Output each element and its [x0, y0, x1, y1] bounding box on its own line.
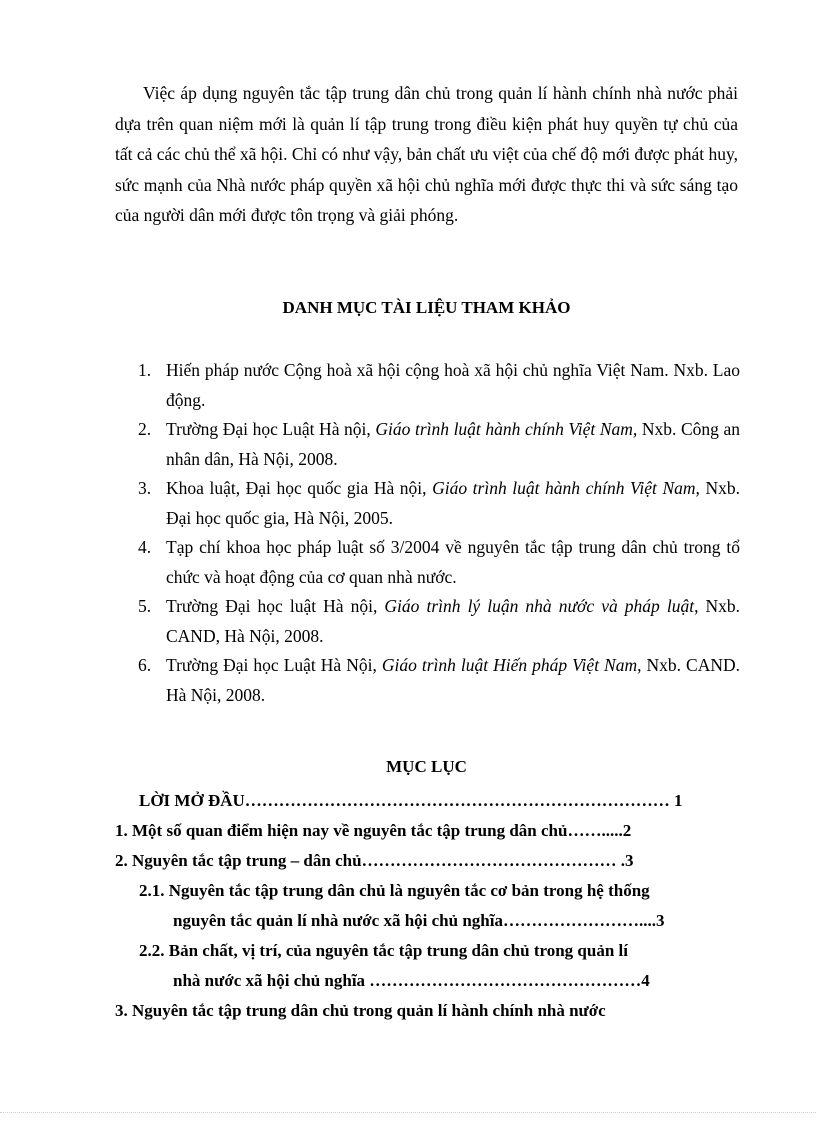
reference-text: Trường Đại học Luật Hà Nội, — [166, 655, 382, 675]
table-of-contents — [115, 786, 745, 1026]
reference-title: Giáo trình lý luận nhà nước và pháp luật — [384, 596, 695, 616]
reference-item — [138, 592, 740, 651]
reference-publisher: Nxb. CAND. Hà Nội, 2008. — [166, 655, 740, 705]
toc-entry-section-2-2-cont[interactable]: nhà nước xã hội chủ nghĩa …………………………………………4 — [173, 971, 650, 990]
reference-title: Giáo trình luật hành chính Việt Nam, — [375, 419, 638, 439]
toc-entry-section-2-1-cont[interactable]: nguyên tắc quản lí nhà nước xã hội chủ nghĩa……………………....3 — [173, 911, 665, 930]
reference-text: Trường Đại học Luật Hà nội, — [166, 419, 376, 439]
toc-entry-section-2[interactable]: 2. Nguyên tắc tập trung – dân chủ……………………………………… .3 — [115, 851, 634, 870]
references-heading: DANH MỤC TÀI LIỆU THAM KHẢO — [282, 298, 571, 317]
reference-publisher: Nxb. Công an nhân dân, Hà Nội, 2008. — [166, 419, 741, 469]
reference-number: 6. — [138, 655, 152, 675]
reference-publisher: , Nxb. CAND, Hà Nội, 2008. — [166, 596, 741, 646]
reference-publisher: Nxb. Đại học quốc gia, Hà Nội, 2005. — [166, 478, 740, 528]
reference-text: Tạp chí khoa học pháp luật số 3/2004 về nguyên tắc tập trung dân chủ trong tổ chức và hoạt động của cơ quan nhà nước. — [166, 537, 740, 587]
reference-number: 4. — [138, 537, 152, 557]
toc-heading: MỤC LỤC — [386, 757, 467, 776]
reference-text: Khoa luật, Đại học quốc gia Hà nội, — [166, 478, 433, 498]
reference-item — [138, 356, 740, 415]
intro-paragraph: Việc áp dụng nguyên tắc tập trung dân chủ trong quản lí hành chính nhà nước phải dựa trên quan niệm mới là quản lí tập trung trong điều kiện phát huy quyền tự chủ của tất cả các chủ thể xã hội. Chỉ có như vậy, bản chất ưu việt của chế độ mới được phát huy, sức mạnh của Nhà nước pháp quyền xã hội chủ nghĩa mới được thực thi và sức sáng tạo của người dân mới được tôn trọng và giải phóng. — [115, 83, 738, 225]
reference-number: 3. — [138, 478, 152, 498]
reference-number: 5. — [138, 596, 152, 616]
reference-item — [138, 474, 740, 533]
toc-entry-section-3[interactable]: 3. Nguyên tắc tập trung dân chủ trong quản lí hành chính nhà nước — [115, 1001, 606, 1020]
reference-number: 1. — [138, 360, 152, 380]
toc-entry-introduction[interactable]: LỜI MỞ ĐẦU………………………………………………………………… 1 — [139, 791, 683, 810]
reference-item — [138, 415, 740, 474]
page-bottom-divider — [0, 1112, 816, 1113]
toc-entry-section-1[interactable]: 1. Một số quan điểm hiện nay về nguyên tắc tập trung dân chủ…….....2 — [115, 821, 632, 840]
toc-entry-section-2-1[interactable]: 2.1. Nguyên tắc tập trung dân chủ là nguyên tắc cơ bản trong hệ thống — [139, 881, 650, 900]
reference-item — [138, 651, 740, 710]
reference-number: 2. — [138, 419, 152, 439]
references-list — [138, 356, 740, 710]
reference-item — [138, 533, 740, 592]
reference-title: Giáo trình luật Hiến pháp Việt Nam, — [381, 655, 642, 675]
toc-entry-section-2-2[interactable]: 2.2. Bản chất, vị trí, của nguyên tắc tập trung dân chủ trong quản lí — [139, 941, 628, 960]
reference-text: Hiến pháp nước Cộng hoà xã hội cộng hoà xã hội chủ nghĩa Việt Nam. Nxb. Lao động. — [166, 360, 740, 410]
reference-text: Trường Đại học luật Hà nội, — [166, 596, 385, 616]
reference-title: Giáo trình luật hành chính Việt Nam, — [432, 478, 700, 498]
